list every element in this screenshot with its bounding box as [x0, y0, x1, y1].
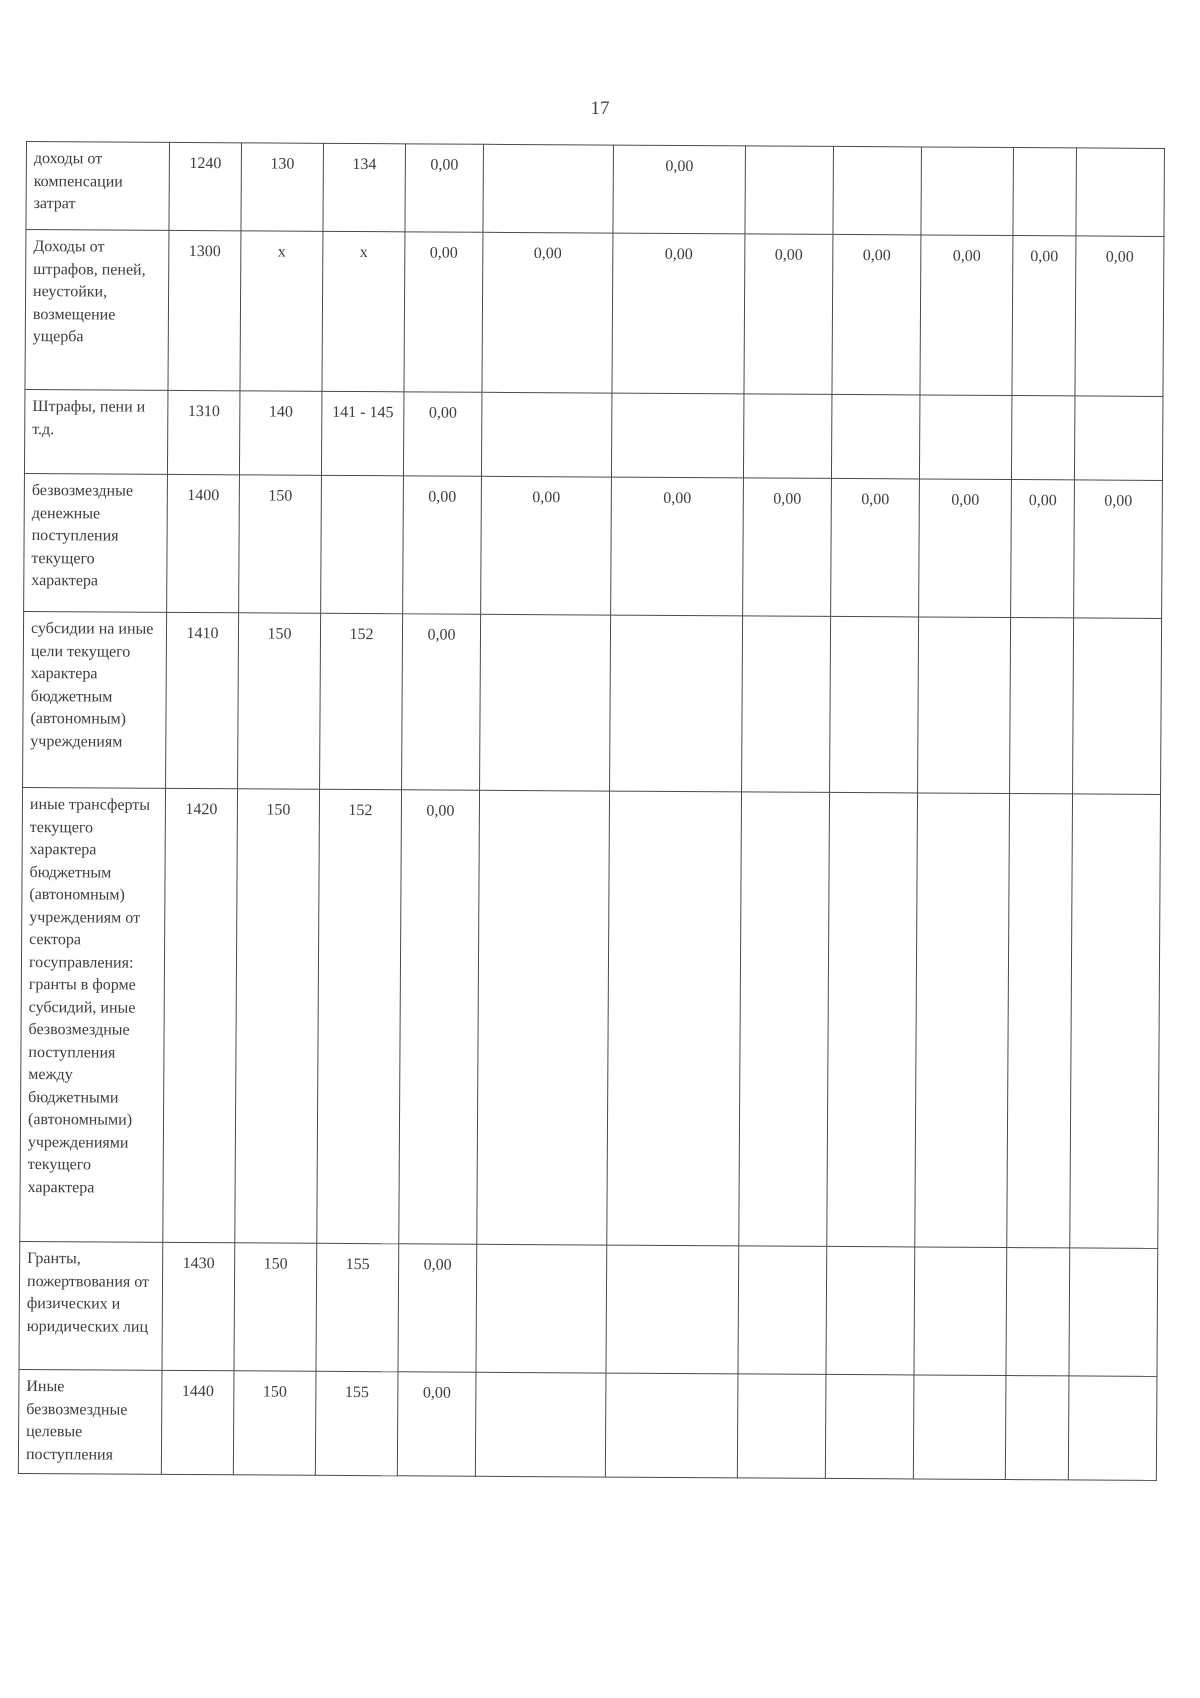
- cell-col-9: [915, 793, 1010, 1248]
- cell-col-5: [475, 1372, 606, 1477]
- cell-code: 1300: [168, 230, 241, 390]
- row-label: Штрафы, пени и т.д.: [24, 389, 168, 474]
- cell-col-7: 0,00: [743, 478, 832, 617]
- cell-kosgu: 150: [238, 613, 321, 789]
- table-row: [26, 142, 1165, 237]
- cell-subkosgu: 152: [317, 789, 402, 1243]
- table-row: [19, 1241, 1158, 1376]
- cell-total: 0,00: [404, 232, 483, 392]
- cell-col-10: [1005, 1376, 1069, 1480]
- table-row: [20, 787, 1161, 1248]
- cell-col-8: [826, 1246, 915, 1375]
- cell-col-10: [1011, 396, 1075, 480]
- cell-total: 0,00: [398, 1244, 477, 1372]
- cell-col-10: 0,00: [1011, 480, 1075, 618]
- cell-kosgu: 150: [239, 475, 322, 613]
- cell-code: 1400: [167, 474, 240, 612]
- row-label: Иные безвозмездные целевые поступления: [18, 1369, 162, 1474]
- cell-col-6: [610, 615, 743, 792]
- cell-col-5: [481, 392, 612, 477]
- cell-col-7: [745, 146, 834, 235]
- cell-subkosgu: 155: [316, 1243, 399, 1371]
- cell-col-7: [743, 394, 832, 479]
- table-row: [24, 473, 1163, 618]
- cell-kosgu: 140: [239, 391, 322, 475]
- cell-total: 0,00: [403, 392, 482, 476]
- row-label: Гранты, пожертвования от физических и юридических лиц: [19, 1241, 163, 1370]
- cell-subkosgu: 141 - 145: [321, 391, 404, 475]
- table-row: [18, 1369, 1157, 1480]
- cell-col-5: [477, 790, 610, 1245]
- cell-total: 0,00: [399, 790, 480, 1244]
- income-table-sheet: [18, 141, 1164, 1481]
- cell-kosgu: 130: [241, 143, 324, 231]
- cell-kosgu: 150: [234, 1243, 317, 1371]
- cell-subkosgu: 152: [320, 613, 403, 789]
- cell-col-9: 0,00: [919, 479, 1012, 618]
- cell-col-6: 0,00: [613, 145, 746, 234]
- cell-col-9: [919, 395, 1012, 480]
- cell-code: 1440: [161, 1370, 234, 1474]
- cell-subkosgu: 155: [315, 1371, 398, 1475]
- cell-col-8: 0,00: [832, 234, 921, 395]
- cell-col-7: [739, 792, 830, 1247]
- cell-total: 0,00: [403, 476, 482, 614]
- cell-col-6: [605, 1373, 738, 1478]
- cell-code: 1240: [169, 142, 242, 230]
- cell-col-11: [1069, 1248, 1158, 1377]
- cell-col-11: 0,00: [1075, 236, 1164, 397]
- cell-col-11: [1068, 1376, 1157, 1481]
- cell-col-9: [918, 617, 1011, 794]
- cell-total: 0,00: [397, 1372, 476, 1476]
- cell-col-5: 0,00: [482, 232, 613, 393]
- cell-col-11: [1074, 396, 1163, 481]
- cell-col-9: [913, 1375, 1006, 1480]
- cell-col-10: [1007, 794, 1073, 1248]
- cell-col-5: 0,00: [481, 476, 612, 615]
- row-label: безвозмездные денежные поступления текущего характера: [24, 473, 168, 612]
- table-row: [23, 611, 1162, 794]
- cell-col-8: [831, 394, 920, 479]
- cell-col-8: [827, 792, 918, 1247]
- cell-col-5: [476, 1244, 607, 1373]
- cell-col-6: [607, 791, 742, 1246]
- row-label: Доходы от штрафов, пеней, неустойки, возмещение ущерба: [25, 230, 169, 391]
- cell-col-11: [1070, 794, 1161, 1249]
- cell-kosgu: 150: [235, 789, 320, 1243]
- cell-col-8: [830, 616, 919, 793]
- cell-col-10: 0,00: [1012, 236, 1076, 396]
- cell-col-11: [1076, 148, 1165, 237]
- cell-code: 1310: [167, 390, 240, 474]
- cell-subkosgu: 134: [323, 143, 406, 231]
- cell-code: 1420: [163, 788, 238, 1242]
- cell-col-11: [1073, 618, 1162, 795]
- cell-total: 0,00: [405, 144, 484, 232]
- cell-col-7: [737, 1374, 826, 1479]
- page-number: 17: [590, 98, 610, 119]
- row-label: доходы от компенсации затрат: [26, 142, 170, 231]
- cell-col-6: [606, 1245, 739, 1374]
- cell-col-6: 0,00: [611, 477, 744, 616]
- cell-col-10: [1006, 1248, 1070, 1376]
- row-label: субсидии на иные цели текущего характера бюджетным (автономным) учреждениям: [23, 611, 167, 788]
- cell-code: 1410: [166, 612, 239, 788]
- row-label: иные трансферты текущего характера бюджетным (автономным) учреждениям от сектора госуправления: гранты в форме субсидий, иные безвозмездные поступления между бюджетными (автономными) учреждениями текущего характера: [20, 787, 166, 1242]
- table-row: [24, 389, 1162, 480]
- cell-col-9: 0,00: [920, 235, 1013, 396]
- cell-kosgu: x: [240, 231, 323, 391]
- table-body: [18, 142, 1164, 1481]
- cell-kosgu: 150: [233, 1371, 316, 1475]
- cell-col-10: [1013, 148, 1077, 236]
- cell-col-8: [825, 1374, 914, 1479]
- cell-col-9: [921, 147, 1014, 236]
- cell-col-7: 0,00: [744, 234, 833, 395]
- income-table: [18, 141, 1165, 1481]
- cell-col-10: [1010, 618, 1074, 794]
- cell-col-5: [480, 614, 611, 791]
- cell-code: 1430: [162, 1242, 235, 1370]
- cell-col-6: [611, 393, 744, 478]
- cell-col-8: 0,00: [831, 478, 920, 617]
- cell-col-7: [738, 1246, 827, 1375]
- cell-total: 0,00: [402, 614, 481, 790]
- cell-col-7: [742, 616, 831, 793]
- cell-subkosgu: [321, 475, 404, 613]
- cell-col-6: 0,00: [612, 233, 745, 394]
- cell-col-9: [914, 1247, 1007, 1376]
- cell-col-11: 0,00: [1074, 480, 1163, 619]
- table-row: [25, 230, 1164, 397]
- cell-col-5: [483, 144, 614, 233]
- cell-col-8: [833, 146, 922, 235]
- cell-subkosgu: x: [322, 231, 405, 391]
